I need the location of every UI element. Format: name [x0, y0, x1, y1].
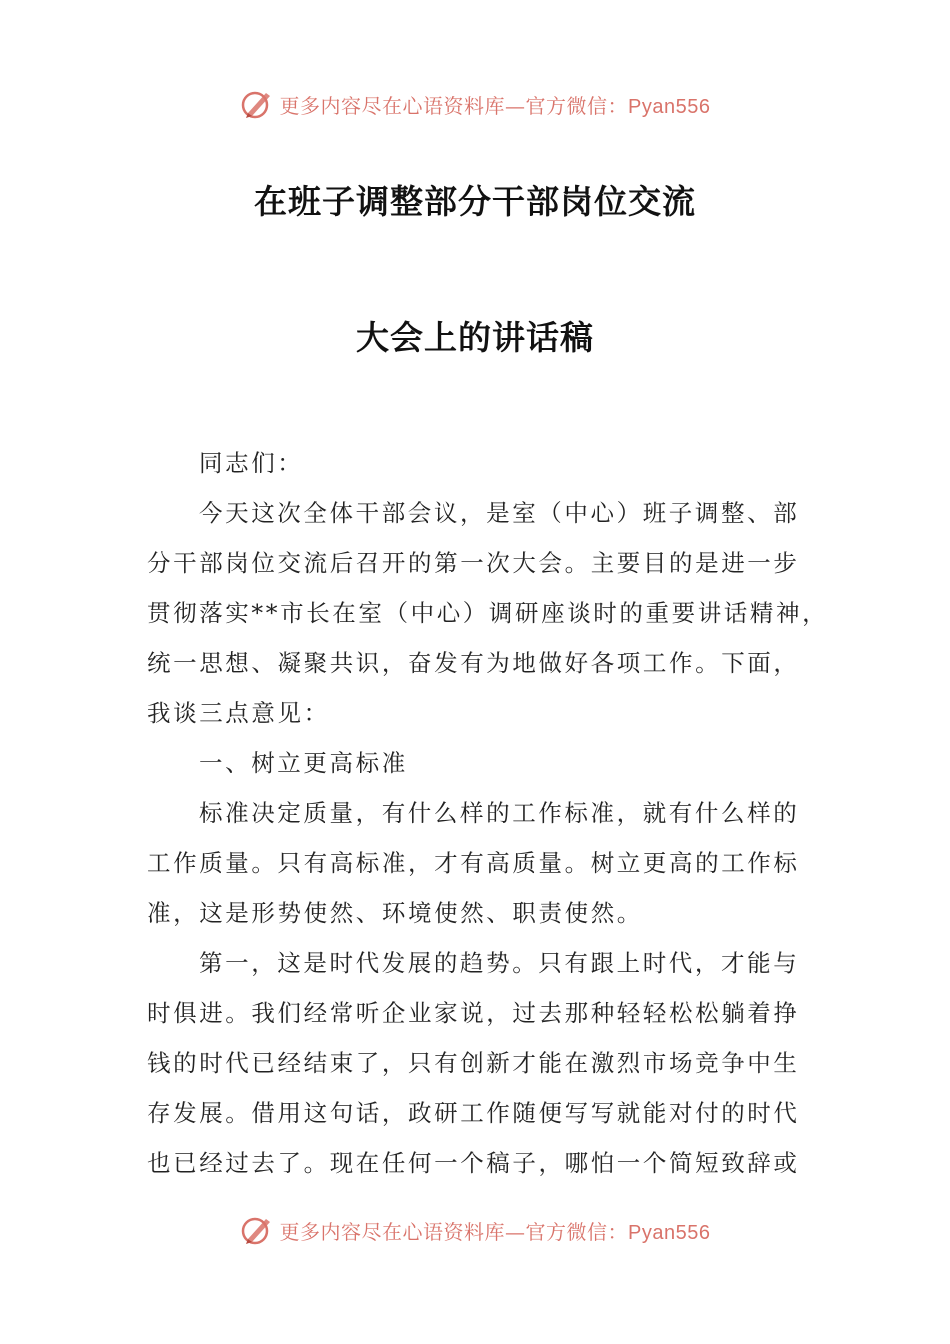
document-title-line-2: 大会上的讲话稿	[356, 318, 594, 357]
body-line: 也已经过去了。现在任何一个稿子，哪怕一个简短致辞或	[147, 1149, 800, 1177]
watermark-banner-top	[0, 84, 950, 124]
pen-logo-icon	[240, 87, 274, 121]
body-line: 准，这是形势使然、环境使然、职责使然。	[147, 899, 643, 927]
banner-wechat-id: Pyan556	[628, 1221, 711, 1244]
body-line: 贯彻落实**市长在室（中心）调研座谈时的重要讲话精神，	[147, 599, 829, 627]
body-line: 今天这次全体干部会议，是室（中心）班子调整、部	[199, 499, 800, 527]
body-line: 时俱进。我们经常听企业家说，过去那种轻轻松松躺着挣	[147, 999, 800, 1027]
banner-wechat-id: Pyan556	[628, 95, 711, 118]
body-line: 同志们：	[199, 449, 304, 477]
banner-text: 更多内容尽在心语资料库—官方微信：	[279, 1219, 629, 1244]
body-line: 标准决定质量，有什么样的工作标准，就有什么样的	[199, 799, 800, 827]
body-line: 第一，这是时代发展的趋势。只有跟上时代，才能与	[199, 949, 800, 977]
document-body	[147, 438, 829, 1188]
body-line: 工作质量。只有高标准，才有高质量。树立更高的工作标	[147, 849, 800, 877]
banner-text: 更多内容尽在心语资料库—官方微信：	[279, 93, 629, 118]
body-line: 钱的时代已经结束了，只有创新才能在激烈市场竞争中生	[147, 1049, 800, 1077]
document-title-line-1: 在班子调整部分干部岗位交流	[254, 182, 696, 221]
body-line: 我谈三点意见：	[147, 699, 330, 727]
body-line: 存发展。借用这句话，政研工作随便写写就能对付的时代	[147, 1099, 800, 1127]
body-line: 统一思想、凝聚共识，奋发有为地做好各项工作。下面，	[147, 649, 800, 677]
watermark-banner-bottom	[0, 1210, 950, 1250]
body-line: 一、树立更高标准	[199, 749, 408, 777]
pen-logo-icon	[240, 1213, 274, 1247]
body-line: 分干部岗位交流后召开的第一次大会。主要目的是进一步	[147, 549, 800, 577]
